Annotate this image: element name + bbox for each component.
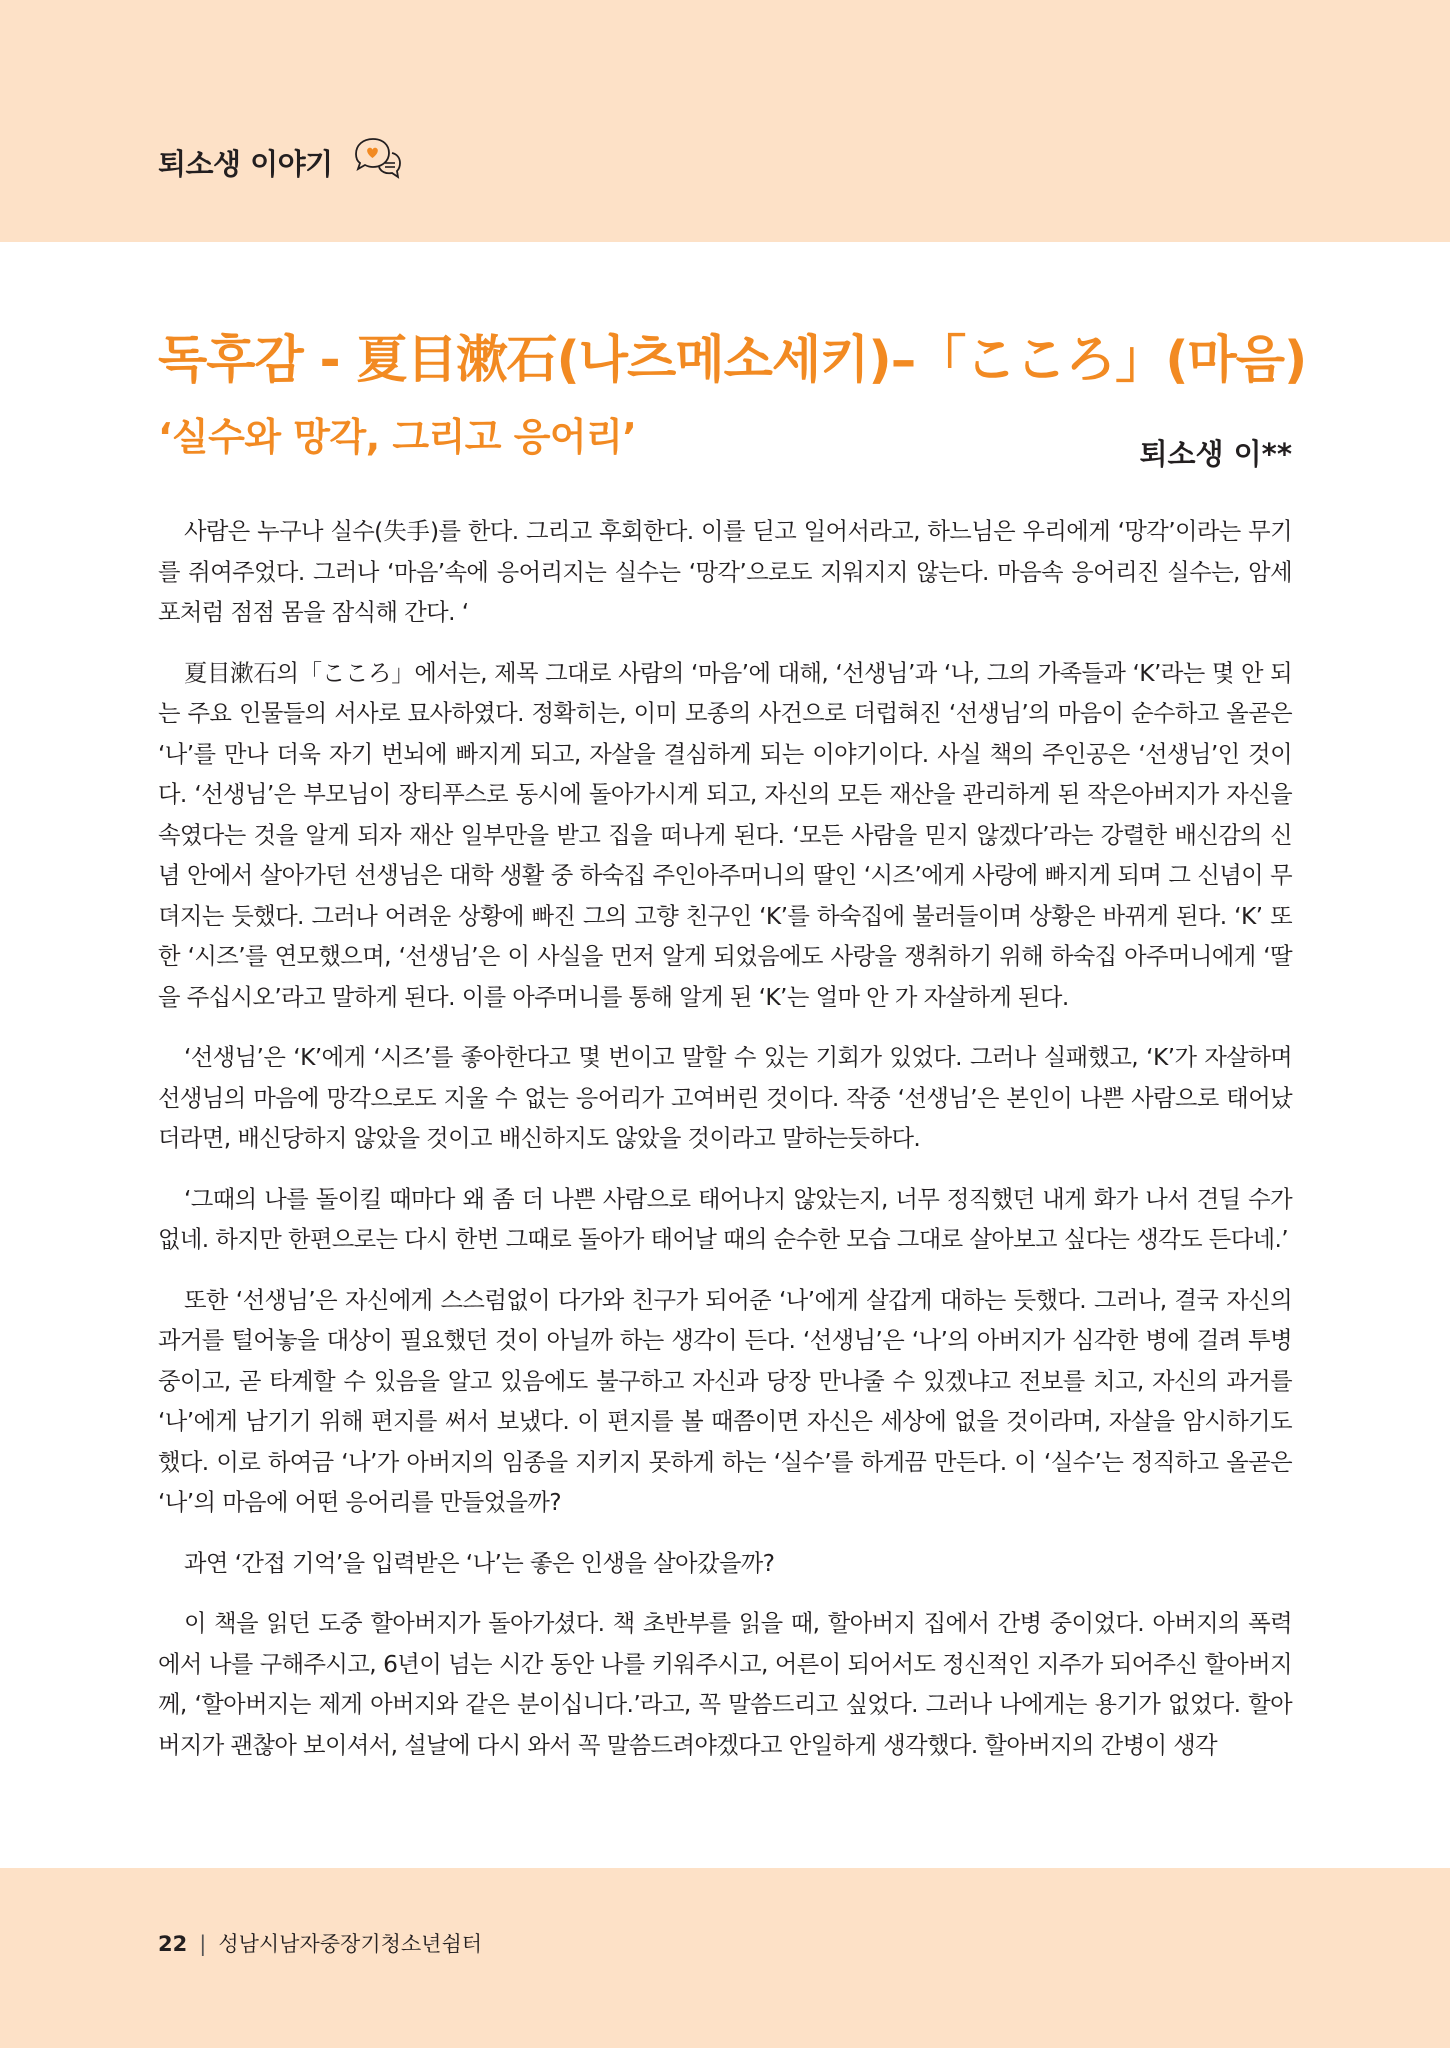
article-body [158, 512, 1292, 1786]
paragraph: 이 책을 읽던 도중 할아버지가 돌아가셨다. 책 초반부를 읽을 때, 할아버지 집에서 간병 중이었다. 아버지의 폭력에서 나를 구해주시고, 6년이 넘는 시간 동안 나를 키워주시고, 어른이 되어서도 정신적인 지주가 되어주신 할아버지께, ‘할아버지는 제게 아버지와 같은 분이십니다.’라고, 꼭 말씀드리고 싶었다. 그러나 나에게는 용기가 없었다. 할아버지가 괜찮아 보이셔서, 설날에 다시 와서 꼭 말씀드려야겠다고 안일하게 생각했다. 할아버지의 간병이 생각 [158, 1610, 1292, 1759]
chat-bubble-heart-icon [352, 136, 402, 180]
article-author: 퇴소생 이** [1139, 437, 1292, 471]
paragraph: 夏目漱石의「こころ」에서는, 제목 그대로 사람의 ‘마음’에 대해, ‘선생님’과 ‘나, 그의 가족들과 ‘K’라는 몇 안 되는 주요 인물들의 서사로 묘사하였다. 정확히는, 이미 모종의 사건으로 더럽혀진 ‘선생님’의 마음이 순수하고 올곧은 ‘나’를 만나 더욱 자기 번뇌에 빠지게 되고, 자살을 결심하게 되는 이야기이다. 사실 책의 주인공은 ‘선생님’인 것이다. ‘선생님’은 부모님이 장티푸스로 동시에 돌아가시게 되고, 자신의 모든 재산을 관리하게 된 작은아버지가 자신을 속였다는 것을 알게 되자 재산 일부만을 받고 집을 떠나게 된다. ‘모든 사람을 믿지 않겠다’라는 강렬한 배신감의 신념 안에서 살아가던 선생님은 대학 생활 중 하숙집 주인아주머니의 딸인 ‘시즈’에게 사랑에 빠지게 되며 그 신념이 무뎌지는 듯했다. 그러나 어려운 상황에 빠진 그의 고향 친구인 ‘K’를 하숙집에 불러들이며 상황은 바뀌게 된다. ‘K’ 또한 ‘시즈’를 연모했으며, ‘선생님’은 이 사실을 먼저 알게 되었음에도 사랑을 쟁취하기 위해 하숙집 아주머니에게 ‘딸을 주십시오’라고 말하게 된다. 이를 아주머니를 통해 알게 된 ‘K’는 얼마 안 가 자살하게 된다. [158, 659, 1292, 1011]
footer-separator: | [199, 1932, 207, 1956]
article-title: 독후감 - 夏目漱石(나츠메소세키)–「こころ」(마음) [158, 331, 1307, 390]
paragraph: ‘그때의 나를 돌이킬 때마다 왜 좀 더 나쁜 사람으로 태어나지 않았는지, 너무 정직했던 내게 화가 나서 견딜 수가 없네. 하지만 한편으로는 다시 한번 그때로 돌아가 태어날 때의 순수한 모습 그대로 살아보고 싶다는 생각도 든다네.’ [158, 1185, 1292, 1253]
section-label: 퇴소생 이야기 [158, 147, 333, 181]
header-band [0, 0, 1450, 242]
footer-organization: 성남시남자중장기청소년쉼터 [218, 1932, 483, 1956]
paragraph: 과연 ‘간접 기억’을 입력받은 ‘나’는 좋은 인생을 살아갔을까? [184, 1549, 775, 1577]
paragraph: 또한 ‘선생님’은 자신에게 스스럼없이 다가와 친구가 되어준 ‘나’에게 살갑게 대하는 듯했다. 그러나, 결국 자신의 과거를 털어놓을 대상이 필요했던 것이 아닐까 하는 생각이 든다. ‘선생님’은 ‘나’의 아버지가 심각한 병에 걸려 투병 중이고, 곧 타계할 수 있음을 알고 있음에도 불구하고 자신과 당장 만나줄 수 있겠냐고 전보를 치고, 자신의 과거를 ‘나’에게 남기기 위해 편지를 써서 보냈다. 이 편지를 볼 때쯤이면 자신은 세상에 없을 것이라며, 자살을 암시하기도 했다. 이로 하여금 ‘나’가 아버지의 임종을 지키지 못하게 하는 ‘실수’를 하게끔 만든다. 이 ‘실수’는 정직하고 올곧은 ‘나’의 마음에 어떤 응어리를 만들었을까? [158, 1286, 1292, 1516]
page-footer [158, 1928, 482, 1958]
paragraph: 사람은 누구나 실수(失手)를 한다. 그리고 후회한다. 이를 딛고 일어서라고, 하느님은 우리에게 ‘망각’이라는 무기를 쥐여주었다. 그러나 ‘마음’속에 응어리지는 실수는 ‘망각’으로도 지워지지 않는다. 마음속 응어리진 실수는, 암세포처럼 점점 몸을 잠식해 간다. ‘ [158, 518, 1292, 626]
page-number: 22 [158, 1932, 188, 1956]
paragraph: ‘선생님’은 ‘K’에게 ‘시즈’를 좋아한다고 몇 번이고 말할 수 있는 기회가 있었다. 그러나 실패했고, ‘K’가 자살하며 선생님의 마음에 망각으로도 지울 수 없는 응어리가 고여버린 것이다. 작중 ‘선생님’은 본인이 나쁜 사람으로 태어났더라면, 배신당하지 않았을 것이고 배신하지도 않았을 것이라고 말하는듯하다. [158, 1044, 1292, 1152]
article-subtitle: ‘실수와 망각, 그리고 응어리’ [158, 415, 637, 459]
footer-band [0, 1868, 1450, 2048]
